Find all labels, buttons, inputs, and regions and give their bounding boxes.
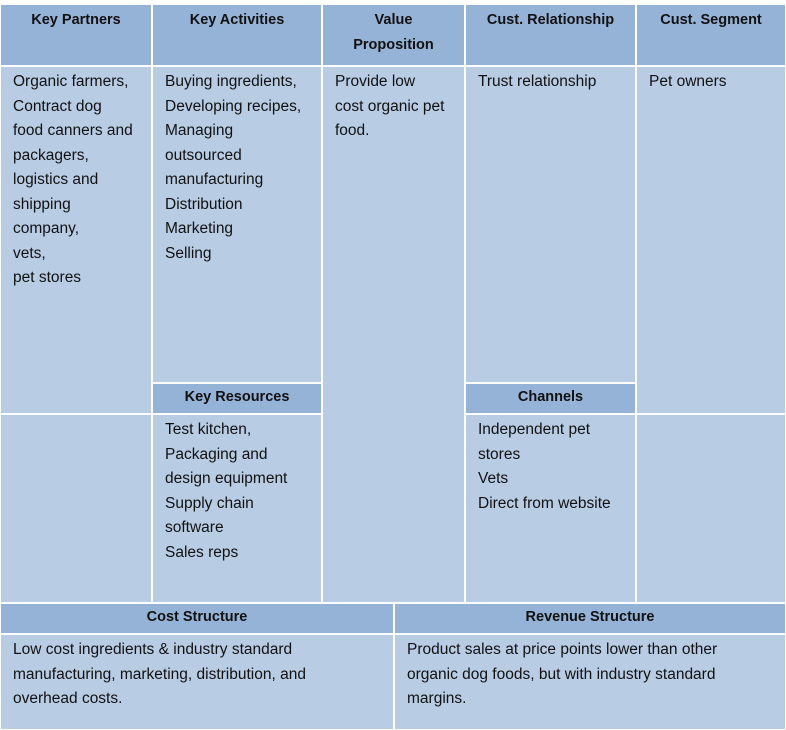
key-resources-line: Packaging and	[165, 445, 268, 463]
key-partners-line: Organic farmers,	[13, 73, 129, 90]
channels-header	[465, 383, 636, 414]
revenue-structure-body	[394, 634, 786, 730]
customer-segment-title: Cust. Segment	[660, 12, 762, 28]
channels-line: Independent pet	[478, 421, 591, 438]
key-partners-line: vets,	[13, 244, 46, 262]
key-partners-body	[0, 66, 152, 414]
key-resources-line: design equipment	[165, 470, 288, 487]
customer-segment-header	[636, 4, 786, 66]
channels-line: Direct from website	[478, 494, 611, 512]
value-proposition-line: Provide low	[335, 73, 416, 90]
cost-structure-line: overhead costs.	[13, 690, 123, 707]
key-partners-line: logistics and	[13, 171, 99, 188]
key-activities-line: manufacturing	[165, 171, 264, 188]
revenue-structure-line: Product sales at price points lower than other	[407, 641, 718, 658]
key-partners-header	[0, 4, 152, 66]
value-proposition-title-line1: Value	[374, 12, 413, 28]
key-partners-line: shipping	[13, 195, 71, 213]
key-partners-line: food canners and	[13, 122, 133, 139]
value-proposition-body	[322, 66, 465, 603]
key-activities-header	[152, 4, 322, 66]
key-activities-line: Marketing	[165, 220, 234, 237]
revenue-structure-line: organic dog foods, but with industry standard	[407, 665, 716, 683]
customer-segment-line: Pet owners	[649, 73, 727, 90]
key-resources-line: Supply chain	[165, 494, 254, 512]
value-proposition-line: food.	[335, 122, 370, 139]
revenue-structure-title: Revenue Structure	[525, 609, 655, 625]
cost-structure-body	[0, 634, 394, 730]
key-partners-line: packagers,	[13, 146, 89, 164]
cost-structure-header	[0, 603, 394, 634]
revenue-structure-header	[394, 603, 786, 634]
key-activities-line: Buying ingredients,	[165, 73, 297, 90]
channels-body	[465, 414, 636, 603]
key-partners-line: Contract dog	[13, 97, 102, 115]
key-resources-title: Key Resources	[184, 389, 290, 405]
key-resources-line: Test kitchen,	[165, 421, 252, 438]
value-proposition-header	[322, 4, 465, 66]
key-activities-body	[152, 66, 322, 383]
value-proposition-line: cost organic pet	[335, 97, 445, 115]
customer-segment-lower-cell	[636, 414, 786, 603]
cost-structure-line: manufacturing, marketing, distribution, and	[13, 665, 306, 683]
key-partners-lower-cell	[0, 414, 152, 603]
revenue-structure-line: margins.	[407, 690, 467, 707]
key-partners-title: Key Partners	[31, 12, 121, 28]
key-resources-body	[152, 414, 322, 603]
value-proposition-title-line2: Proposition	[353, 37, 434, 53]
channels-line: stores	[478, 445, 521, 463]
key-activities-line: Selling	[165, 244, 212, 262]
channels-line: Vets	[478, 470, 509, 487]
cost-structure-line: Low cost ingredients & industry standard	[13, 641, 293, 658]
key-resources-header	[152, 383, 322, 414]
key-partners-line: company,	[13, 220, 80, 237]
key-activities-line: Managing	[165, 122, 234, 139]
key-activities-title: Key Activities	[189, 12, 285, 28]
customer-relationship-header	[465, 4, 636, 66]
customer-relationship-body	[465, 66, 636, 383]
key-activities-line: Distribution	[165, 195, 243, 213]
key-activities-line: outsourced	[165, 146, 242, 164]
key-activities-line: Developing recipes,	[165, 97, 302, 115]
channels-title: Channels	[517, 389, 584, 405]
key-partners-line: pet stores	[13, 269, 82, 286]
customer-segment-body	[636, 66, 786, 414]
customer-relationship-title: Cust. Relationship	[486, 12, 615, 28]
customer-relationship-line: Trust relationship	[478, 73, 597, 90]
key-resources-line: software	[165, 519, 224, 536]
cost-structure-title: Cost Structure	[146, 609, 248, 625]
key-resources-line: Sales reps	[165, 543, 239, 561]
